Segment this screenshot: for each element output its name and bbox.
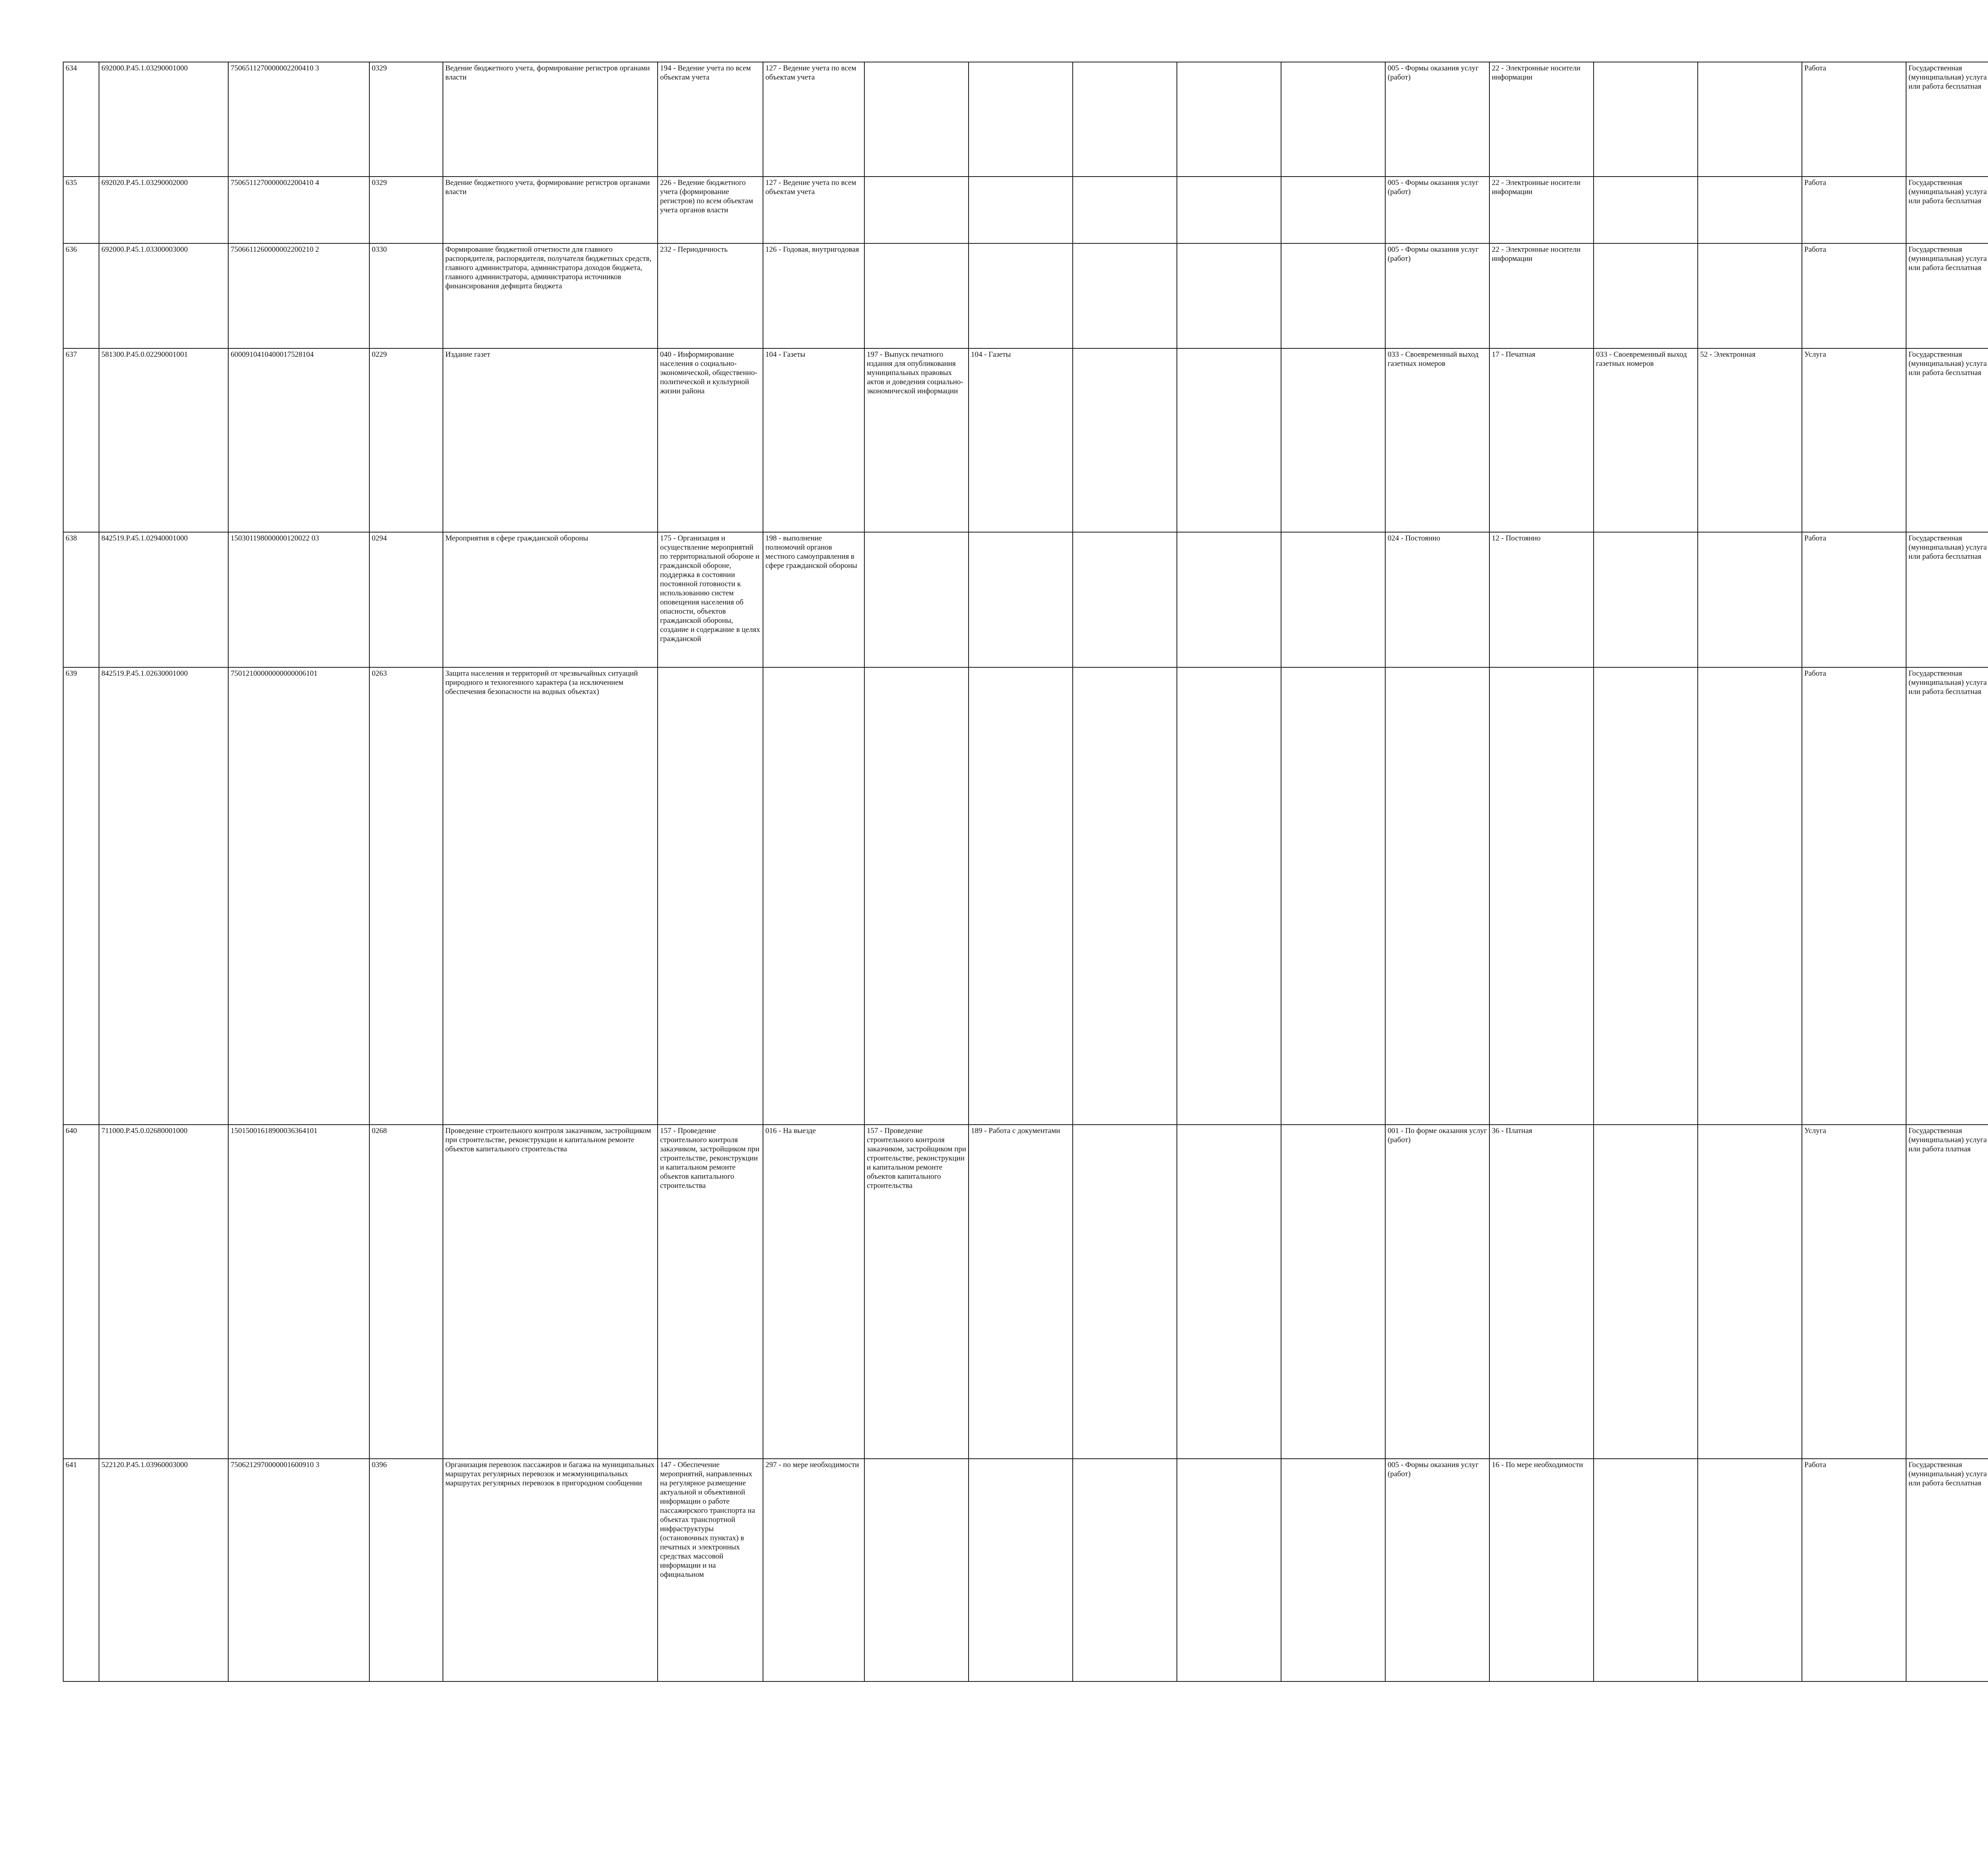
- table-cell: [63, 62, 99, 177]
- table-cell: [763, 348, 864, 532]
- cell-text: 157 - Проведение строительного контроля заказчиком, застройщиком при строительстве, реконструкции и капитальном ремонте объектов капитального строительства: [660, 1127, 759, 1190]
- table-cell: [1177, 177, 1281, 243]
- table-cell: [1698, 348, 1802, 532]
- table-cell: [969, 1125, 1073, 1459]
- table-cell: [1385, 243, 1489, 348]
- table-cell: [658, 667, 763, 1125]
- table-cell: [443, 1125, 658, 1459]
- table-cell: [1177, 62, 1281, 177]
- cell-text: 005 - Формы оказания услуг (работ): [1388, 64, 1479, 82]
- cell-text: 639: [66, 669, 77, 678]
- table-cell: [969, 667, 1073, 1125]
- cell-text: 635: [66, 179, 77, 187]
- cell-text: Государственная (муниципальная) услуга или работа бесплатная: [1908, 179, 1987, 205]
- table-cell: [1698, 1459, 1802, 1681]
- table-cell: [1281, 667, 1385, 1125]
- table-cell: [658, 177, 763, 243]
- cell-text: 636: [66, 245, 77, 254]
- cell-text: Государственная (муниципальная) услуга или работа платная: [1908, 1127, 1987, 1153]
- cell-text: 0396: [372, 1461, 387, 1469]
- cell-text: 005 - Формы оказания услуг (работ): [1388, 179, 1479, 196]
- table-cell: [1594, 348, 1698, 532]
- cell-text: Проведение строительного контроля заказчиком, застройщиком при строительстве, реконструкции и капитальном ремонте объектов капитального строительства: [445, 1127, 651, 1153]
- table-cell: [1802, 532, 1906, 667]
- cell-text: 126 - Годовая, внутригодовая: [765, 245, 859, 254]
- cell-text: 016 - На выезде: [765, 1127, 816, 1135]
- table-cell: [228, 1459, 369, 1681]
- cell-text: 75012100000000000006101: [231, 669, 318, 678]
- table-cell: [1281, 1459, 1385, 1681]
- cell-text: 226 - Ведение бюджетного учета (формирование регистров) по всем объектам учета органов власти: [660, 179, 753, 214]
- table-row: [63, 1459, 1988, 1681]
- cell-text: 7506611260000002200210 2: [231, 245, 319, 254]
- table-cell: [1594, 532, 1698, 667]
- table-cell: [443, 667, 658, 1125]
- cell-text: 033 - Своевременный выход газетных номеров: [1388, 350, 1479, 368]
- cell-text: 7506511270000002200410 4: [231, 179, 319, 187]
- cell-text: 638: [66, 534, 77, 542]
- table-cell: [63, 243, 99, 348]
- table-cell: [1489, 62, 1594, 177]
- table-cell: [63, 667, 99, 1125]
- table-cell: [658, 1125, 763, 1459]
- table-cell: [443, 1459, 658, 1681]
- table-cell: [1281, 348, 1385, 532]
- table-cell: [864, 532, 969, 667]
- table-cell: [864, 62, 969, 177]
- table-cell: [1385, 177, 1489, 243]
- cell-text: Государственная (муниципальная) услуга или работа бесплатная: [1908, 350, 1987, 377]
- table-cell: [1698, 1125, 1802, 1459]
- table-cell: [1281, 177, 1385, 243]
- cell-text: 0263: [372, 669, 387, 678]
- cell-text: 024 - Постоянно: [1388, 534, 1441, 542]
- table-cell: [1281, 532, 1385, 667]
- table-cell: [1594, 667, 1698, 1125]
- table-cell: [969, 1459, 1073, 1681]
- cell-text: 7506212970000001600910 3: [231, 1461, 320, 1469]
- table-cell: [443, 177, 658, 243]
- table-cell: [228, 62, 369, 177]
- table-cell: [1698, 532, 1802, 667]
- cell-text: 157 - Проведение строительного контроля заказчиком, застройщиком при строительстве, реконструкции и капитальном ремонте объектов капитального строительства: [867, 1127, 966, 1190]
- table-cell: [763, 62, 864, 177]
- table-cell: [228, 1125, 369, 1459]
- cell-text: 001 - По форме оказания услуг (работ): [1388, 1127, 1487, 1144]
- table-cell: [99, 62, 228, 177]
- table-row: [63, 177, 1988, 243]
- table-cell: [1177, 1125, 1281, 1459]
- cell-text: 692020.Р.45.1.03290002000: [101, 179, 188, 187]
- table-cell: [1073, 243, 1177, 348]
- table-row: [63, 243, 1988, 348]
- table-cell: [1594, 243, 1698, 348]
- table-cell: [763, 1459, 864, 1681]
- cell-text: Государственная (муниципальная) услуга или работа бесплатная: [1908, 64, 1987, 91]
- cell-text: 16 - По мере необходимости: [1492, 1461, 1583, 1469]
- table-cell: [228, 667, 369, 1125]
- table-cell: [63, 177, 99, 243]
- table-cell: [1489, 532, 1594, 667]
- cell-text: 040 - Информирование населения о социально-экономической, общественно-политической и культурной жизни района: [660, 350, 757, 395]
- table-cell: [1281, 1125, 1385, 1459]
- cell-text: Услуга: [1804, 350, 1826, 359]
- table-cell: [228, 177, 369, 243]
- cell-text: 640: [66, 1127, 77, 1135]
- cell-text: 522120.Р.45.1.03960003000: [101, 1461, 188, 1469]
- table-cell: [1802, 667, 1906, 1125]
- cell-text: 0268: [372, 1127, 387, 1135]
- cell-text: 0329: [372, 179, 387, 187]
- table-cell: [1594, 177, 1698, 243]
- table-cell: [658, 243, 763, 348]
- table-cell: [63, 532, 99, 667]
- table-cell: [1906, 1459, 1988, 1681]
- table-cell: [1698, 177, 1802, 243]
- table-cell: [99, 1125, 228, 1459]
- table-cell: [443, 532, 658, 667]
- table-cell: [1698, 243, 1802, 348]
- table-cell: [99, 348, 228, 532]
- table-cell: [864, 667, 969, 1125]
- cell-text: 189 - Работа с документами: [971, 1127, 1060, 1135]
- table-body: [63, 62, 1988, 1681]
- cell-text: 6000910410400017528104: [231, 350, 314, 359]
- cell-text: Работа: [1804, 534, 1826, 542]
- table-cell: [1281, 62, 1385, 177]
- cell-text: 36 - Платная: [1492, 1127, 1532, 1135]
- table-cell: [1802, 62, 1906, 177]
- table-cell: [228, 348, 369, 532]
- cell-text: Государственная (муниципальная) услуга или работа бесплатная: [1908, 1461, 1987, 1487]
- cell-text: Формирование бюджетной отчетности для главного распорядителя, распорядителя, получателя бюджетных средств, главного администратора, администратора доходов бюджета, главного администратора, администратора источников финансирования дефицита бюджета: [445, 245, 652, 290]
- table-cell: [1489, 243, 1594, 348]
- table-cell: [864, 348, 969, 532]
- table-cell: [228, 532, 369, 667]
- table-cell: [1906, 348, 1988, 532]
- cell-text: 127 - Ведение учета по всем объектам учета: [765, 64, 856, 82]
- table-cell: [1385, 667, 1489, 1125]
- cell-text: 0330: [372, 245, 387, 254]
- table-cell: [763, 243, 864, 348]
- cell-text: 842519.Р.45.1.02630001000: [101, 669, 188, 678]
- table-cell: [1906, 177, 1988, 243]
- table-cell: [1073, 667, 1177, 1125]
- cell-text: 22 - Электронные носители информации: [1492, 179, 1580, 196]
- cell-text: 147 - Обеспечение мероприятий, направленных на регулярное размещение актуальной и объективной информации о работе пассажирского транспорта на объектах транспортной инфраструктуры (остановочных пунктах) в печатных и электронных средствах массовой информации и на официальном: [660, 1461, 755, 1579]
- table-cell: [1802, 348, 1906, 532]
- cell-text: 842519.Р.45.1.02940001000: [101, 534, 188, 542]
- table-cell: [763, 667, 864, 1125]
- table-cell: [1385, 532, 1489, 667]
- table-cell: [1489, 348, 1594, 532]
- cell-text: Работа: [1804, 669, 1826, 678]
- table-cell: [99, 1459, 228, 1681]
- table-cell: [1177, 667, 1281, 1125]
- cell-text: 194 - Ведение учета по всем объектам учета: [660, 64, 751, 82]
- registry-table: [63, 62, 1988, 1682]
- table-cell: [99, 177, 228, 243]
- cell-text: Ведение бюджетного учета, формирование регистров органами власти: [445, 64, 650, 82]
- cell-text: Работа: [1804, 64, 1826, 72]
- table-cell: [1802, 1125, 1906, 1459]
- table-cell: [1073, 1459, 1177, 1681]
- table-cell: [763, 177, 864, 243]
- table-cell: [369, 62, 443, 177]
- cell-text: 127 - Ведение учета по всем объектам учета: [765, 179, 856, 196]
- cell-text: Издание газет: [445, 350, 490, 359]
- cell-text: 005 - Формы оказания услуг (работ): [1388, 1461, 1479, 1478]
- cell-text: 150301198000000120022 03: [231, 534, 319, 542]
- cell-text: 637: [66, 350, 77, 359]
- table-cell: [1385, 1459, 1489, 1681]
- table-cell: [369, 532, 443, 667]
- table-cell: [1594, 1459, 1698, 1681]
- cell-text: 033 - Своевременный выход газетных номеров: [1596, 350, 1687, 368]
- cell-text: Защита населения и территорий от чрезвычайных ситуаций природного и техногенного характера (за исключением обеспечения безопасности на водных объектах): [445, 669, 638, 696]
- table-cell: [1177, 532, 1281, 667]
- table-cell: [228, 243, 369, 348]
- cell-text: 297 - по мере необходимости: [765, 1461, 859, 1469]
- table-cell: [864, 243, 969, 348]
- cell-text: 12 - Постоянно: [1492, 534, 1541, 542]
- table-cell: [1906, 1125, 1988, 1459]
- table-cell: [63, 348, 99, 532]
- cell-text: Работа: [1804, 1461, 1826, 1469]
- table-row: [63, 62, 1988, 177]
- table-cell: [658, 1459, 763, 1681]
- table-cell: [369, 1459, 443, 1681]
- table-cell: [63, 1125, 99, 1459]
- table-cell: [443, 348, 658, 532]
- table-cell: [1489, 1459, 1594, 1681]
- table-cell: [1073, 348, 1177, 532]
- table-cell: [864, 1125, 969, 1459]
- cell-text: 22 - Электронные носители информации: [1492, 64, 1580, 82]
- table-cell: [1177, 1459, 1281, 1681]
- cell-text: Государственная (муниципальная) услуга или работа бесплатная: [1908, 245, 1987, 272]
- table-cell: [1385, 348, 1489, 532]
- cell-text: 104 - Газеты: [765, 350, 806, 359]
- cell-text: 0229: [372, 350, 387, 359]
- table-cell: [969, 243, 1073, 348]
- table-cell: [864, 1459, 969, 1681]
- table-row: [63, 667, 1988, 1125]
- table-cell: [1073, 532, 1177, 667]
- cell-text: 7506511270000002200410 3: [231, 64, 319, 72]
- table-cell: [763, 1125, 864, 1459]
- table-cell: [1177, 243, 1281, 348]
- cell-text: 0294: [372, 534, 387, 542]
- cell-text: Государственная (муниципальная) услуга или работа бесплатная: [1908, 534, 1987, 561]
- cell-text: Услуга: [1804, 1127, 1826, 1135]
- cell-text: 22 - Электронные носители информации: [1492, 245, 1580, 263]
- cell-text: 175 - Организация и осуществление мероприятий по территориальной обороне и гражданской обороне, поддержка в состоянии постоянной готовности к использованию систем оповещения населения об опасности, объектов гражданской обороны, создание и содержание в целях гражданской: [660, 534, 760, 643]
- table-cell: [1906, 62, 1988, 177]
- cell-text: Работа: [1804, 245, 1826, 254]
- table-cell: [1698, 62, 1802, 177]
- table-cell: [1594, 62, 1698, 177]
- table-cell: [443, 62, 658, 177]
- table-cell: [1802, 1459, 1906, 1681]
- table-cell: [99, 243, 228, 348]
- cell-text: 52 - Электронная: [1700, 350, 1756, 359]
- table-row: [63, 1125, 1988, 1459]
- table-cell: [1073, 62, 1177, 177]
- table-cell: [658, 62, 763, 177]
- cell-text: 634: [66, 64, 77, 72]
- cell-text: 692000.Р.45.1.03300003000: [101, 245, 188, 254]
- cell-text: 641: [66, 1461, 77, 1469]
- table-cell: [443, 243, 658, 348]
- table-cell: [369, 1125, 443, 1459]
- cell-text: 692000.Р.45.1.03290001000: [101, 64, 188, 72]
- table-cell: [1802, 243, 1906, 348]
- table-cell: [369, 667, 443, 1125]
- cell-text: 0329: [372, 64, 387, 72]
- cell-text: 197 - Выпуск печатного издания для опубликования муниципальных правовых актов и доведения социально-экономической информации: [867, 350, 963, 395]
- table-cell: [1906, 667, 1988, 1125]
- table-cell: [969, 62, 1073, 177]
- cell-text: 581300.Р.45.0.02290001001: [101, 350, 188, 359]
- table-cell: [1698, 667, 1802, 1125]
- table-cell: [1177, 348, 1281, 532]
- table-cell: [369, 243, 443, 348]
- cell-text: 005 - Формы оказания услуг (работ): [1388, 245, 1479, 263]
- table-row: [63, 532, 1988, 667]
- cell-text: 711000.Р.45.0.02680001000: [101, 1127, 188, 1135]
- table-cell: [99, 667, 228, 1125]
- table-cell: [1489, 667, 1594, 1125]
- table-row: [63, 348, 1988, 532]
- table-cell: [864, 177, 969, 243]
- table-cell: [969, 177, 1073, 243]
- table-cell: [658, 532, 763, 667]
- table-cell: [1906, 532, 1988, 667]
- cell-text: Ведение бюджетного учета, формирование регистров органами власти: [445, 179, 650, 196]
- cell-text: 17 - Печатная: [1492, 350, 1536, 359]
- cell-text: 198 - выполнение полномочий органов местного самоуправления в сфере гражданской обороны: [765, 534, 857, 570]
- cell-text: Государственная (муниципальная) услуга или работа бесплатная: [1908, 669, 1987, 696]
- table-cell: [1385, 1125, 1489, 1459]
- table-cell: [1385, 62, 1489, 177]
- table-cell: [1489, 177, 1594, 243]
- table-cell: [658, 348, 763, 532]
- table-cell: [99, 532, 228, 667]
- cell-text: 232 - Периодичность: [660, 245, 728, 254]
- table-cell: [1073, 177, 1177, 243]
- cell-text: Работа: [1804, 179, 1826, 187]
- table-cell: [63, 1459, 99, 1681]
- cell-text: Мероприятия в сфере гражданской обороны: [445, 534, 588, 542]
- table-cell: [369, 177, 443, 243]
- table-cell: [1281, 243, 1385, 348]
- cell-text: 104 - Газеты: [971, 350, 1011, 359]
- table-cell: [1802, 177, 1906, 243]
- table-cell: [1594, 1125, 1698, 1459]
- table-cell: [969, 348, 1073, 532]
- table-cell: [763, 532, 864, 667]
- table-cell: [1489, 1125, 1594, 1459]
- table-cell: [969, 532, 1073, 667]
- cell-text: Организация перевозок пассажиров и багажа на муниципальных маршрутах регулярных перевозок и межмуниципальных маршрутах регулярных перевозок в пригородном сообщении: [445, 1461, 654, 1487]
- table-cell: [1906, 243, 1988, 348]
- cell-text: 15015001618900036364101: [231, 1127, 318, 1135]
- table-cell: [1073, 1125, 1177, 1459]
- table-cell: [369, 348, 443, 532]
